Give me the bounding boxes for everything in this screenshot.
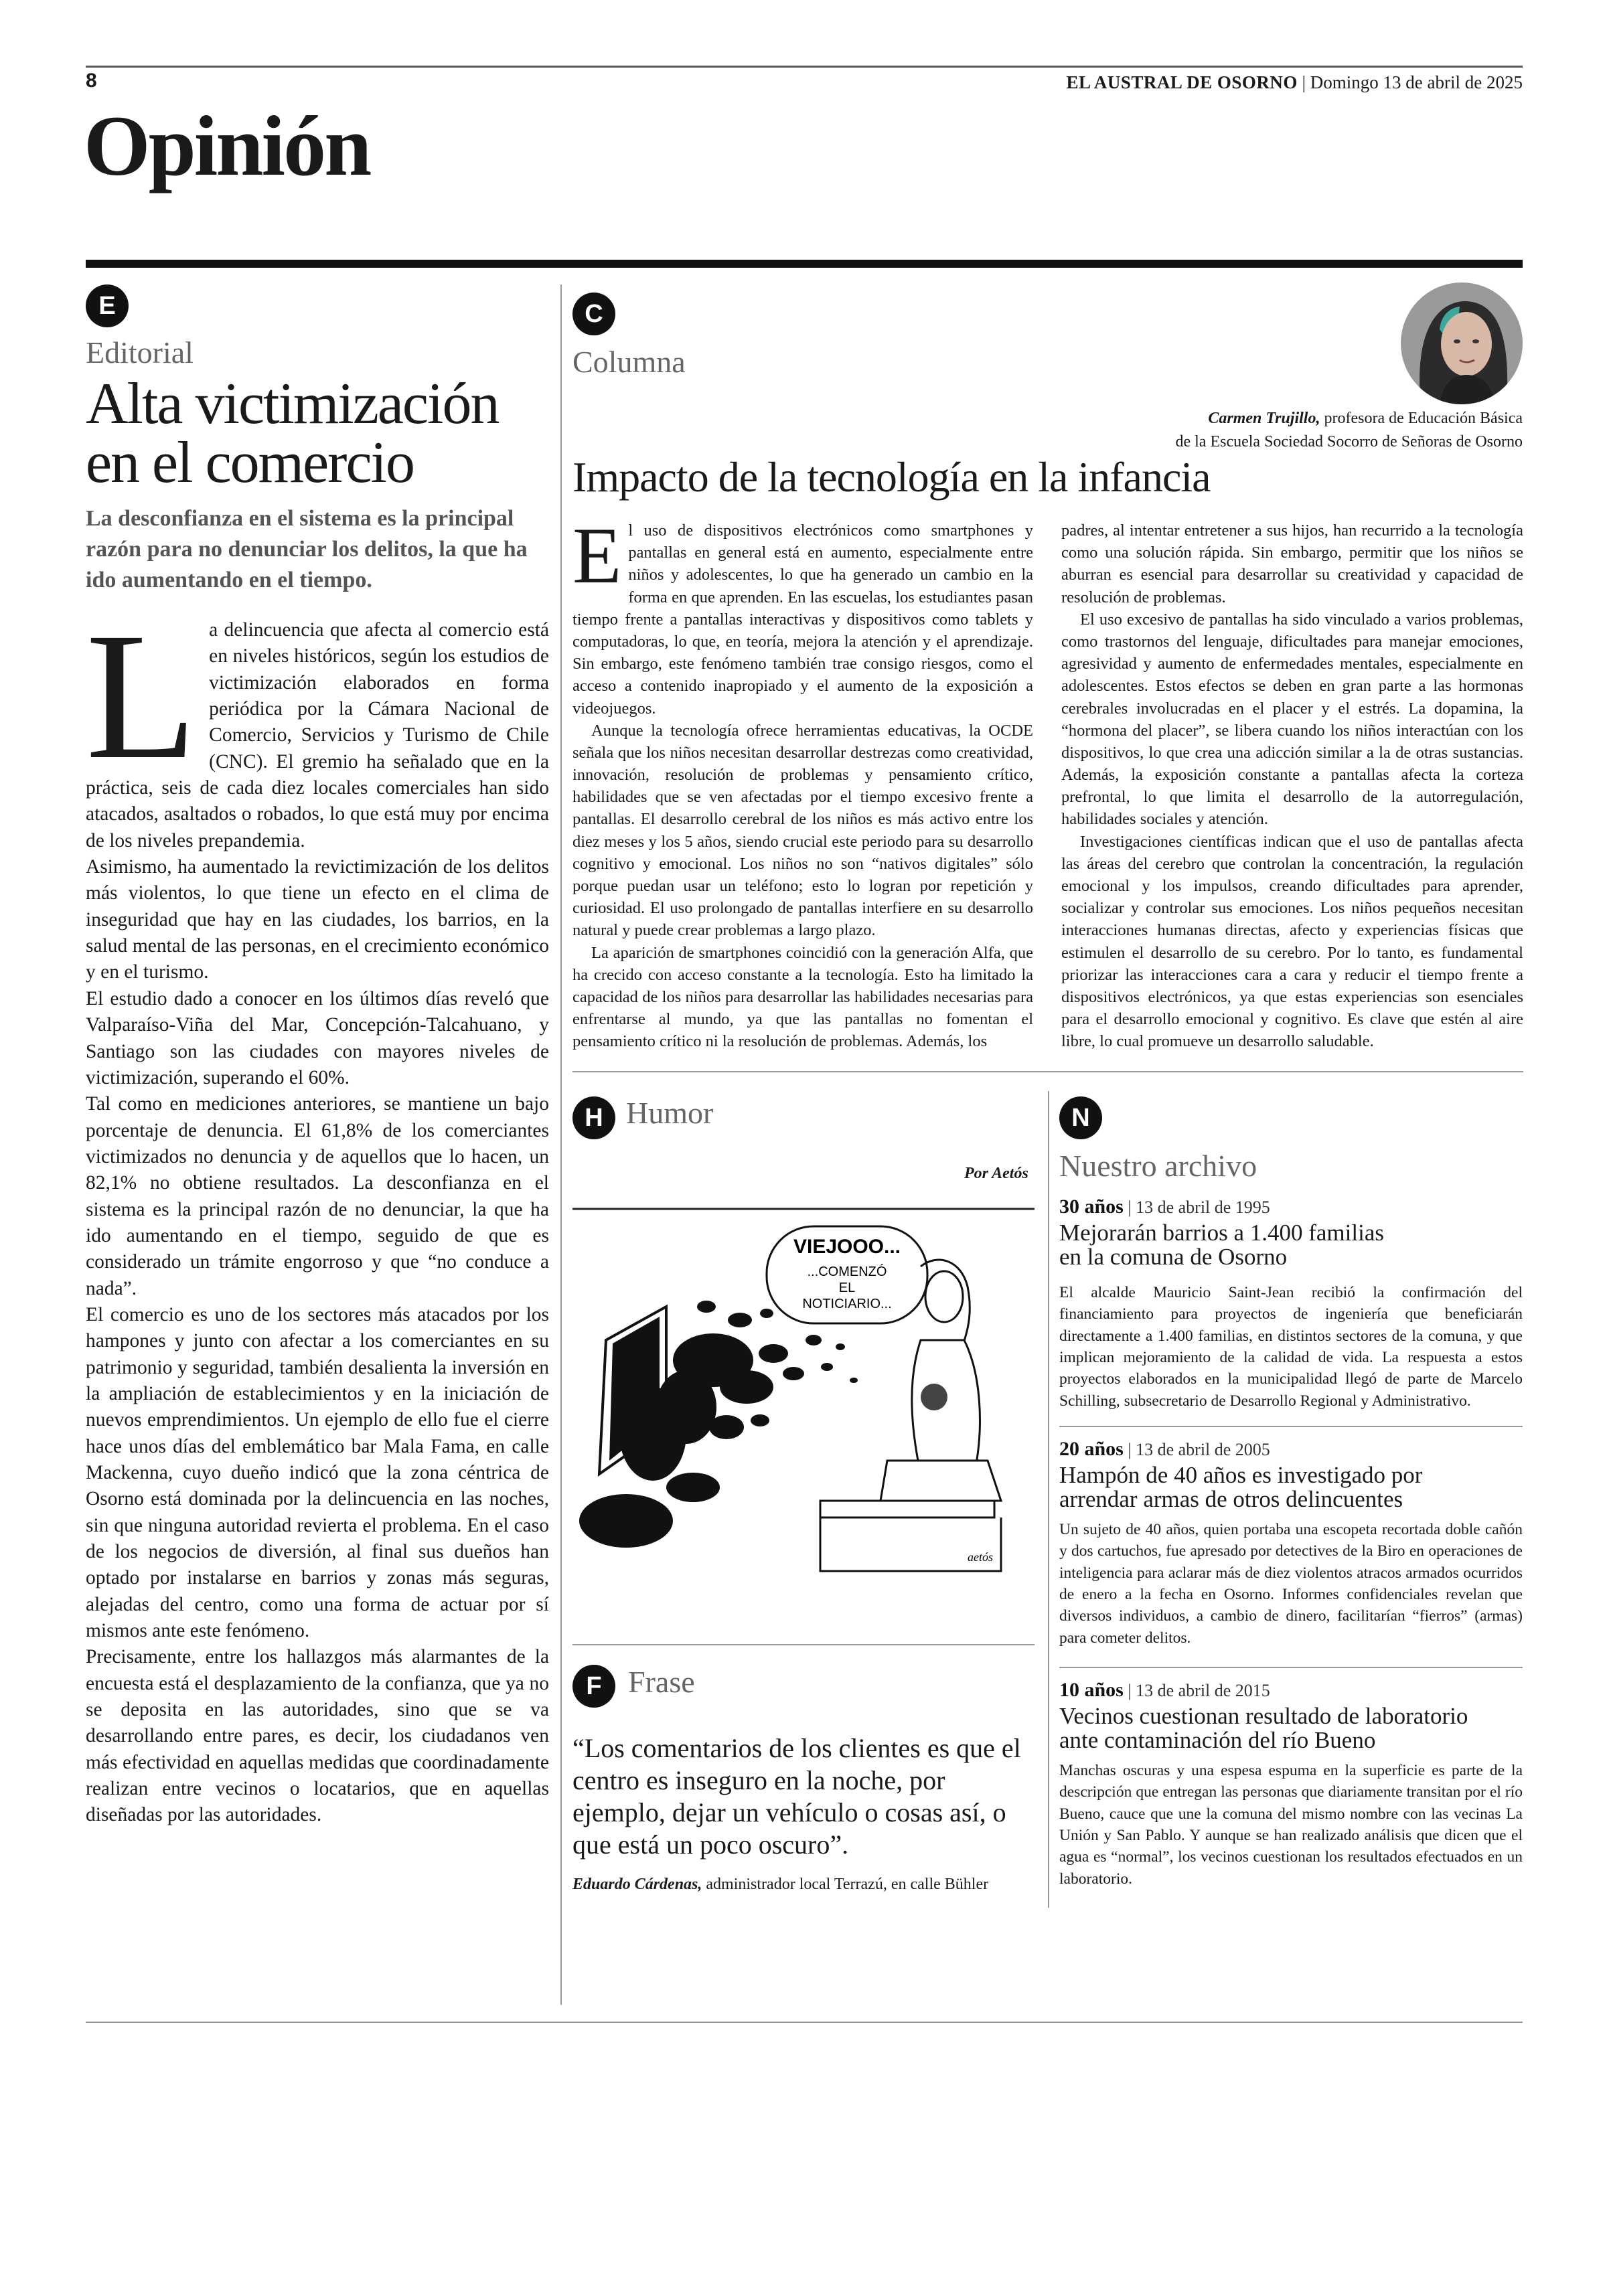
- editorial-kicker: Editorial: [86, 335, 194, 370]
- editorial-badge: E: [86, 284, 129, 327]
- section-title: Opinión: [84, 98, 370, 193]
- archive-headline-line2: en la comuna de Osorno: [1059, 1244, 1288, 1270]
- archive-date: 13 de abril de 2015: [1136, 1681, 1270, 1700]
- archive-headline-line2: arrendar armas de otros delincuentes: [1059, 1486, 1403, 1513]
- editorial-body: [86, 595, 549, 1829]
- editorial-paragraph: El comercio es uno de los sectores más atacados por los hampones y junto con afectar a los comerciantes en su patrimonio y seguridad, también desalienta la inversión en la ampliación de establecimientos y en la iniciación de nuevos emprendimientos. Un ejemplo de ello fue el cierre hace unos días del emblemático bar Mala Fama, en calle Mackenna, cuyo dueño indicó que la zona céntrica de Osorno está dominada por la delincuencia en las noches, sin que ninguna autoridad revierta el problema. En el caso de los negocios de diversión, al final sus dueños han optado por instalarse en barrios y zonas más seguras, alejadas del centro, como una forma de actuar por sí mismos ante este fenómeno.: [86, 1303, 549, 1642]
- archive-item-meta: 10 años | 13 de abril de 2015: [1059, 1679, 1270, 1701]
- top-rule: [86, 66, 1523, 68]
- archive-kicker: Nuestro archivo: [1059, 1149, 1257, 1183]
- column-dropcap: E: [572, 511, 622, 600]
- editorial-paragraph: Asimismo, ha aumentado la revictimización de los delitos más violentos, lo que tiene un efecto en el clima de inseguridad que hay en las ciudades, los barrios, en la salud mental de las personas, en el crecimiento económico y en el turismo.: [86, 856, 549, 983]
- frase-credit: [572, 1876, 1041, 1894]
- bubble-line-2: ...COMENZÓ: [807, 1264, 887, 1279]
- column-paragraph: padres, al intentar entretener a sus hijos, han recurrido a la tecnología como una solución rápida. Sin embargo, permitir que los niños se aburran es esencial para desarrollar su creatividad y capacidad de resolución de problemas.: [1061, 521, 1523, 606]
- archive-headline-line2: ante contaminación del río Bueno: [1059, 1727, 1376, 1754]
- bottom-rule: [86, 2022, 1523, 2023]
- column-paragraph: Aunque la tecnología ofrece herramientas educativas, la OCDE señala que los niños necesitan desarrollar destrezas como creatividad, innovación, resolución de problemas y pensamiento crítico, habilidades que se ven afectadas por el tiempo excesivo frente a pantallas. El desarrollo cerebral de los niños es más activo entre los diez meses y los 5 años, siendo crucial este periodo para su desarrollo cognitivo y emocional. Los niños no son “nativos digitales” sólo porque puedan usar un teléfono; esto lo logran por repetición y curiosidad. El uso prolongado de pantallas interfiere en su desarrollo natural y puede crear problemas a largo plazo.: [572, 721, 1033, 940]
- archive-item: [1059, 1438, 1523, 1649]
- publication-info: [1067, 72, 1523, 93]
- editorial-headline-line2: en el comercio: [86, 430, 414, 495]
- archive-years: 10 años: [1059, 1679, 1124, 1701]
- archive-headline: [1059, 1221, 1523, 1270]
- archive-date: 13 de abril de 1995: [1136, 1198, 1270, 1217]
- author-photo: [1401, 282, 1523, 404]
- column-badge: C: [572, 293, 615, 335]
- editorial-headline-line1: Alta victimización: [86, 372, 499, 436]
- separator: |: [1302, 72, 1310, 92]
- archive-years: 20 años: [1059, 1438, 1124, 1460]
- archive-item-meta: 30 años | 13 de abril de 1995: [1059, 1196, 1270, 1218]
- publication-date: Domingo 13 de abril de 2025: [1310, 72, 1523, 92]
- archive-rule: [1059, 1667, 1523, 1668]
- editorial-paragraph: Tal como en mediciones anteriores, se mantiene un bajo porcentaje de denuncia. El 61,8% de los comerciantes victimizados no denuncia y de aquellos que lo hacen, un 82,1% no obtiene resultados. La desconfianza en el sistema es la principal razón de no denunciar, la que ha ido aumentando en el tiempo, seguido de que es considerado un trámite engorroso y que “no conduce a nada”.: [86, 1093, 549, 1299]
- bubble-line-3: EL: [838, 1281, 856, 1295]
- humor-cartoon: [572, 1206, 1035, 1581]
- archive-headline-line1: Hampón de 40 años es investigado por: [1059, 1462, 1423, 1488]
- frase-badge: F: [572, 1665, 615, 1708]
- bubble-line-4: NOTICIARIO...: [802, 1297, 892, 1311]
- author-role-line2: de la Escuela Sociedad Socorro de Señoras de Osorno: [1175, 432, 1523, 450]
- humor-bottom-rule: [572, 1644, 1035, 1645]
- column-paragraph: La aparición de smartphones coincidió con la generación Alfa, que ha crecido con acceso constante a la tecnología. Esto ha limitado la capacidad de los niños para desarrollar las habilidades necesarias para enfrentarse al mundo, ya que las pantallas no fomentan el pensamiento crítico ni la resolución de problemas. Además, los: [572, 943, 1033, 1051]
- column-body-left: [572, 511, 1033, 1053]
- archive-rule: [1059, 1426, 1523, 1427]
- archive-headline-line1: Mejorarán barrios a 1.400 familias: [1059, 1220, 1384, 1246]
- frase-author-name: Eduardo Cárdenas,: [572, 1876, 702, 1893]
- archive-body: El alcalde Mauricio Saint-Jean recibió la confirmación del financiamiento para proyectos de ingeniería que beneficiarán directamente a 1.400 familias, en distintos sectores de la comuna, y que implican mejoramiento de la calidad de vida. La respuesta a estos proyectos elaborados en la municipalidad llegó de parte de Marcelo Schilling, subsecretario de Desarrollo Regional y Administrativo.: [1059, 1283, 1523, 1410]
- column-body-right: [1061, 519, 1523, 1053]
- archive-body: Un sujeto de 40 años, quien portaba una escopeta recortada doble cañón y dos cartuchos, fue apresado por detectives de la Biro en operaciones de inteligencia para aclarar más de diez violentos atracos armados ocurridos de enero a la fecha en Osorno. Informes confidenciales revelan que diversos individuos, a cambio de dinero, facilitarían “fierros” (armas) para cometer delitos.: [1059, 1520, 1523, 1647]
- editorial-headline: [86, 372, 554, 495]
- archive-headline: [1059, 1704, 1523, 1753]
- editorial-paragraph: El estudio dado a conocer en los últimos días reveló que Valparaíso-Viña del Mar, Concepción-Talcahuano, y Santiago son las ciudades con mayores niveles de victimización, superando el 60%.: [86, 987, 549, 1088]
- column-divider-right: [1048, 1091, 1049, 1908]
- archive-item-meta: 20 años | 13 de abril de 2005: [1059, 1438, 1270, 1460]
- archive-years: 30 años: [1059, 1196, 1124, 1218]
- archive-headline: [1059, 1463, 1523, 1512]
- author-portrait-icon: [1401, 282, 1523, 404]
- archive-item: [1059, 1679, 1523, 1890]
- author-role: profesora de Educación Básica: [1324, 410, 1523, 427]
- column-bottom-rule: [572, 1071, 1523, 1072]
- svg-text:aetós: aetós: [968, 1550, 993, 1564]
- humor-kicker: Humor: [626, 1096, 714, 1130]
- humor-badge: H: [572, 1096, 615, 1139]
- page-number: 8: [86, 70, 97, 92]
- archive-date: 13 de abril de 2005: [1136, 1440, 1270, 1459]
- column-paragraph: l uso de dispositivos electrónicos como smartphones y pantallas en general está en aumento, especialmente entre niños y adolescentes, lo que ha generado un cambio en la forma en que aprenden. En las escuelas, los estudiantes pasan tiempo frente a pantallas interactivas y dispositivos como tablets y computadoras, lo que, en teoría, mejora la atención y el aprendizaje. Sin embargo, este fenómeno también trae consigo riesgos, como el acceso a contenido inapropiado y el aumento de la exposición a videojuegos.: [572, 521, 1033, 718]
- publication-name: EL AUSTRAL DE OSORNO: [1066, 72, 1298, 92]
- editorial-deck: La desconfianza en el sistema es la principal razón para no denunciar los delitos, la que ha ido aumentando en el tiempo.: [86, 506, 528, 593]
- column-paragraph: El uso excesivo de pantallas ha sido vinculado a varios problemas, como trastornos del lenguaje, dificultades para manejar emociones, agresividad y aumento de enfermedades mentales, especialmente en adolescentes. Estos efectos se deben en gran parte a las hormonas cerebrales involucradas en el placer y el estrés. La dopamina, la “hormona del placer”, se libera cuando los niños interactúan con los dispositivos, lo que crea una adicción similar a la de otras sustancias. Además, la exposición constante a pantallas afecta la corteza prefrontal, lo que limita el desarrollo de la autorregulación, habilidades sociales y atención.: [1061, 610, 1523, 829]
- editorial-paragraph: Precisamente, entre los hallazgos más alarmantes de la encuesta está el desplazamiento de la confianza, que ya no se deposita en las autoridades, sino que se va desarrollando entre pares, es decir, los ciudadanos ven más efectividad en aquellas medidas que coordinadamente realizan entre vecinos o locatarios, que en aquellas diseñadas por las autoridades.: [86, 1646, 549, 1826]
- archive-item: [1059, 1196, 1523, 1412]
- archive-body: Manchas oscuras y una espesa espuma en la superficie es parte de la descripción que entregan las personas que diariamente transitan por el río Bueno, cauce que une la comuna del mismo nombre con las vecinas La Unión y San Pablo. Y aunque se han realizado análisis que dicen que el agua es “normal”, los vecinos cuestionan los resultados efectuados en un laboratorio.: [1059, 1761, 1523, 1888]
- cartoon-illustration: [572, 1206, 1035, 1581]
- archive-badge: N: [1059, 1096, 1102, 1139]
- humor-byline: Por Aetós: [964, 1165, 1028, 1182]
- column-divider-left: [560, 284, 562, 2005]
- bubble-line-1: VIEJOOO...: [793, 1236, 901, 1258]
- archive-headline-line1: Vecinos cuestionan resultado de laboratorio: [1059, 1703, 1468, 1729]
- column-headline: Impacto de la tecnología en la infancia: [572, 453, 1211, 501]
- editorial-dropcap: L: [86, 595, 198, 797]
- author-name: Carmen Trujillo,: [1208, 410, 1320, 427]
- column-paragraph: Investigaciones científicas indican que el uso de pantallas afecta las áreas del cerebro que controlan la concentración, la regulación emocional y los impulsos, creando dificultades para aprender, socializar y controlar sus emociones. Los niños pequeños necesitan interacciones humanas directas, afecto y experiencias físicas que estimulen el desarrollo de su cerebro. Por lo tanto, es fundamental priorizar las interacciones cara a cara y reducir el tiempo frente a dispositivos electrónicos, ya que estas experiencias son esenciales para el desarrollo emocional y cognitivo. Es clave que estén al aire libre, lo cual promueve un desarrollo saludable.: [1061, 832, 1523, 1051]
- column-kicker: Columna: [572, 345, 686, 379]
- frase-kicker: Frase: [628, 1665, 695, 1699]
- author-credit-line1: [1148, 407, 1523, 430]
- section-rule: [86, 260, 1523, 268]
- frase-quote: “Los comentarios de los clientes es que el centro es inseguro en la noche, por ejemplo, dejar un vehículo o cosas así, o que está un poco oscuro”.: [572, 1733, 1021, 1860]
- author-credit: [1148, 407, 1523, 454]
- frase-author-role: administrador local Terrazú, en calle Bühler: [706, 1876, 989, 1893]
- editorial-paragraph: a delincuencia que afecta al comercio está en niveles históricos, según los estudios de victimización elaborados en forma periódica por la Cámara Nacional de Comercio, Servicios y Turismo de Chile (CNC). El gremio ha señalado que en la práctica, seis de cada diez locales comerciales han sido atacados, asaltados o robados, lo que está muy por encima de los niveles prepandemia.: [86, 619, 549, 851]
